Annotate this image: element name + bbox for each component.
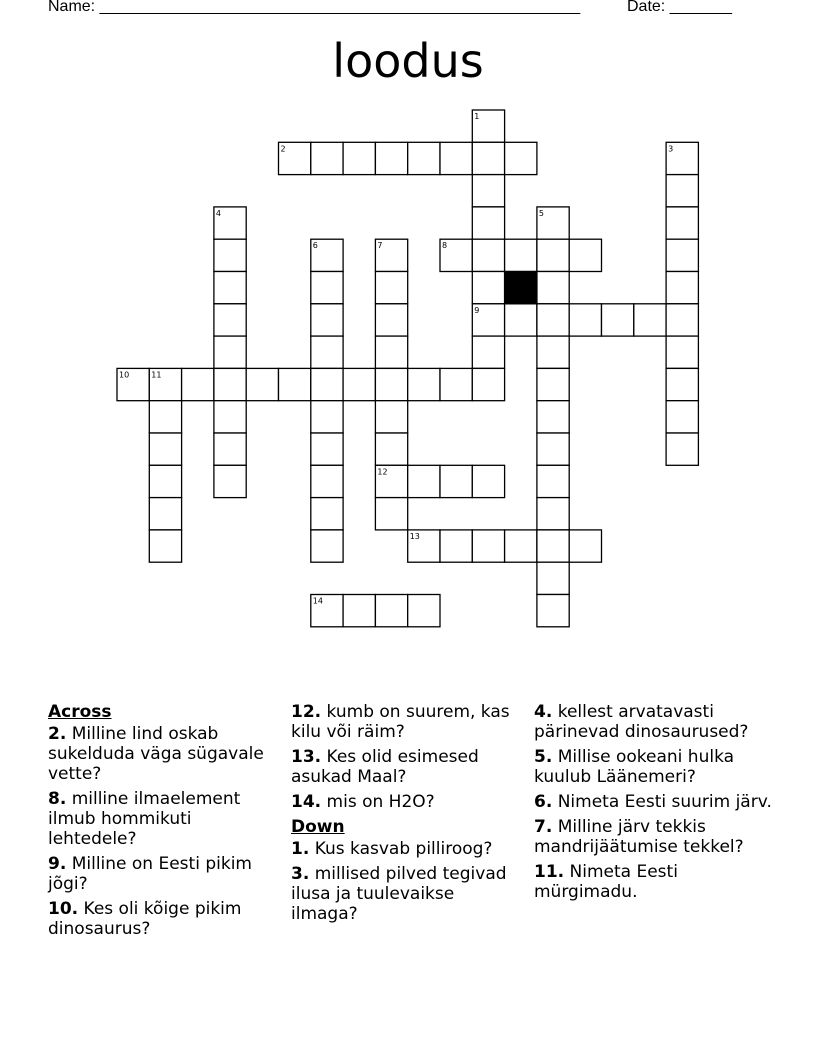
grid-cell bbox=[569, 304, 601, 336]
grid-cell bbox=[440, 368, 472, 400]
grid-cell bbox=[537, 336, 569, 368]
clue-across-9 bbox=[48, 854, 284, 894]
grid-cell bbox=[505, 142, 537, 174]
grid-cell bbox=[214, 336, 246, 368]
clue-down-11 bbox=[534, 862, 774, 902]
grid-cell bbox=[214, 272, 246, 304]
grid-cell bbox=[505, 239, 537, 271]
across-heading: Across bbox=[48, 702, 112, 722]
grid-cell bbox=[408, 595, 440, 627]
grid-cell bbox=[149, 401, 181, 433]
clue-down-6 bbox=[534, 792, 774, 812]
grid-cell bbox=[666, 304, 698, 336]
grid-cell bbox=[440, 465, 472, 497]
clue-text: Milline järv tekkis mandrijäätumise tekkel? bbox=[534, 817, 744, 857]
clue-number: 2. bbox=[48, 724, 67, 744]
cell-number: 7 bbox=[377, 241, 383, 251]
clue-down-1 bbox=[291, 839, 521, 859]
grid-cell bbox=[375, 433, 407, 465]
clue-across-8 bbox=[48, 789, 284, 849]
clue-number: 7. bbox=[534, 817, 553, 837]
grid-cell bbox=[343, 595, 375, 627]
clue-text: Millise ookeani hulka kuulub Läänemeri? bbox=[534, 747, 735, 787]
cell-number: 2 bbox=[280, 144, 286, 154]
grid-cell bbox=[602, 304, 634, 336]
date-field-label: Date: _______ bbox=[627, 0, 732, 15]
grid-cell bbox=[149, 498, 181, 530]
grid-cell bbox=[311, 401, 343, 433]
clue-across-10 bbox=[48, 899, 284, 939]
grid-cell bbox=[311, 272, 343, 304]
cell-number: 11 bbox=[151, 370, 162, 380]
grid-cell bbox=[311, 304, 343, 336]
grid-cell bbox=[375, 272, 407, 304]
grid-cell bbox=[537, 239, 569, 271]
clue-number: 5. bbox=[534, 747, 553, 767]
grid-cell bbox=[408, 142, 440, 174]
clue-number: 13. bbox=[291, 747, 322, 767]
grid-cell bbox=[375, 336, 407, 368]
grid-cell bbox=[214, 465, 246, 497]
clue-down-7 bbox=[534, 817, 774, 857]
clue-text: kellest arvatavasti pärinevad dinosaurused? bbox=[534, 702, 749, 742]
clue-number: 10. bbox=[48, 899, 79, 919]
grid-cell bbox=[182, 368, 214, 400]
down-heading: Down bbox=[291, 817, 345, 837]
grid-cell bbox=[666, 368, 698, 400]
grid-cell bbox=[666, 433, 698, 465]
grid-cell bbox=[666, 207, 698, 239]
grid-cell bbox=[311, 336, 343, 368]
clue-text: milline ilmaelement ilmub hommikuti lehtedele? bbox=[48, 789, 241, 849]
grid-cell bbox=[472, 272, 504, 304]
grid-cell bbox=[214, 368, 246, 400]
cell-number: 3 bbox=[668, 144, 674, 154]
clue-down-4 bbox=[534, 702, 774, 742]
clues-column-3 bbox=[534, 702, 774, 907]
clue-text: Kes olid esimesed asukad Maal? bbox=[291, 747, 479, 787]
grid-cell bbox=[472, 465, 504, 497]
grid-cell bbox=[537, 595, 569, 627]
clue-number: 4. bbox=[534, 702, 553, 722]
grid-cell bbox=[537, 498, 569, 530]
grid-cell bbox=[537, 465, 569, 497]
grid-cell bbox=[246, 368, 278, 400]
grid-cell bbox=[472, 530, 504, 562]
grid-cell bbox=[666, 175, 698, 207]
grid-cell bbox=[666, 239, 698, 271]
grid-cell bbox=[279, 368, 311, 400]
grid-cell bbox=[472, 239, 504, 271]
grid-cell bbox=[375, 304, 407, 336]
cell-number: 4 bbox=[215, 208, 221, 218]
grid-cell bbox=[634, 304, 666, 336]
clue-down-5 bbox=[534, 747, 774, 787]
cell-number: 12 bbox=[377, 467, 388, 477]
clues-column-1 bbox=[48, 702, 284, 944]
clue-text: millised pilved tegivad ilusa ja tuulevaikse ilmaga? bbox=[291, 864, 507, 924]
clue-text: Milline on Eesti pikim jõgi? bbox=[48, 854, 252, 894]
grid-cell bbox=[343, 142, 375, 174]
grid-block-cell bbox=[505, 272, 537, 304]
grid-cell bbox=[537, 433, 569, 465]
grid-cell bbox=[311, 142, 343, 174]
grid-cell bbox=[666, 336, 698, 368]
grid-cell bbox=[569, 530, 601, 562]
grid-cell bbox=[311, 530, 343, 562]
grid-cell bbox=[537, 368, 569, 400]
grid-cell bbox=[375, 498, 407, 530]
grid-cell bbox=[472, 336, 504, 368]
cell-number: 1 bbox=[474, 112, 480, 121]
name-field-label: Name: ______________________________________________________ bbox=[48, 0, 581, 15]
grid-cell bbox=[666, 401, 698, 433]
grid-cell bbox=[311, 465, 343, 497]
grid-cell bbox=[537, 304, 569, 336]
clue-text: kumb on suurem, kas kilu või räim? bbox=[291, 702, 510, 742]
cell-number: 6 bbox=[312, 241, 318, 251]
grid-cell bbox=[505, 304, 537, 336]
grid-cell bbox=[505, 530, 537, 562]
grid-cell bbox=[214, 401, 246, 433]
cell-number: 13 bbox=[409, 531, 420, 541]
cell-number: 5 bbox=[538, 208, 544, 218]
grid-cell bbox=[472, 175, 504, 207]
clue-across-14 bbox=[291, 792, 521, 812]
grid-cell bbox=[472, 142, 504, 174]
grid-cell bbox=[472, 207, 504, 239]
grid-cell bbox=[537, 272, 569, 304]
clue-down-3 bbox=[291, 864, 521, 924]
cell-number: 10 bbox=[119, 370, 130, 380]
grid-cell bbox=[214, 304, 246, 336]
clue-text: Kus kasvab pilliroog? bbox=[314, 839, 493, 859]
clue-text: Nimeta Eesti suurim järv. bbox=[557, 792, 772, 812]
grid-cell bbox=[537, 401, 569, 433]
grid-cell bbox=[375, 142, 407, 174]
clue-text: Kes oli kõige pikim dinosaurus? bbox=[48, 899, 242, 939]
grid-cell bbox=[149, 433, 181, 465]
grid-cell bbox=[537, 530, 569, 562]
clue-number: 9. bbox=[48, 854, 67, 874]
cell-number: 14 bbox=[312, 596, 323, 606]
grid-cell bbox=[408, 368, 440, 400]
clue-text: mis on H2O? bbox=[326, 792, 435, 812]
clue-across-2 bbox=[48, 724, 284, 784]
clue-across-12 bbox=[291, 702, 521, 742]
cell-number: 9 bbox=[474, 305, 480, 315]
grid-cell bbox=[408, 465, 440, 497]
grid-cell bbox=[375, 595, 407, 627]
clues-column-2 bbox=[291, 702, 521, 929]
clue-number: 12. bbox=[291, 702, 322, 722]
grid-cell bbox=[375, 401, 407, 433]
clue-number: 6. bbox=[534, 792, 553, 812]
clue-text: Nimeta Eesti mürgimadu. bbox=[534, 862, 678, 902]
grid-cell bbox=[666, 272, 698, 304]
clue-number: 14. bbox=[291, 792, 322, 812]
cell-number: 8 bbox=[442, 241, 448, 251]
grid-cell bbox=[311, 498, 343, 530]
clue-number: 11. bbox=[534, 862, 565, 882]
clue-number: 1. bbox=[291, 839, 310, 859]
clue-number: 3. bbox=[291, 864, 310, 884]
grid-cell bbox=[569, 239, 601, 271]
grid-cell bbox=[440, 530, 472, 562]
grid-cell bbox=[311, 433, 343, 465]
grid-cell bbox=[149, 530, 181, 562]
grid-cell bbox=[214, 239, 246, 271]
grid-cell bbox=[214, 433, 246, 465]
clue-number: 8. bbox=[48, 789, 67, 809]
grid-cell bbox=[537, 562, 569, 594]
clue-across-13 bbox=[291, 747, 521, 787]
grid-cell bbox=[343, 368, 375, 400]
grid-cell bbox=[149, 465, 181, 497]
clue-text: Milline lind oskab sukelduda väga sügavale vette? bbox=[48, 724, 264, 784]
grid-cell bbox=[375, 368, 407, 400]
grid-cell bbox=[440, 142, 472, 174]
page-title: loodus bbox=[332, 34, 484, 88]
grid-cell bbox=[311, 368, 343, 400]
grid-cell bbox=[472, 368, 504, 400]
